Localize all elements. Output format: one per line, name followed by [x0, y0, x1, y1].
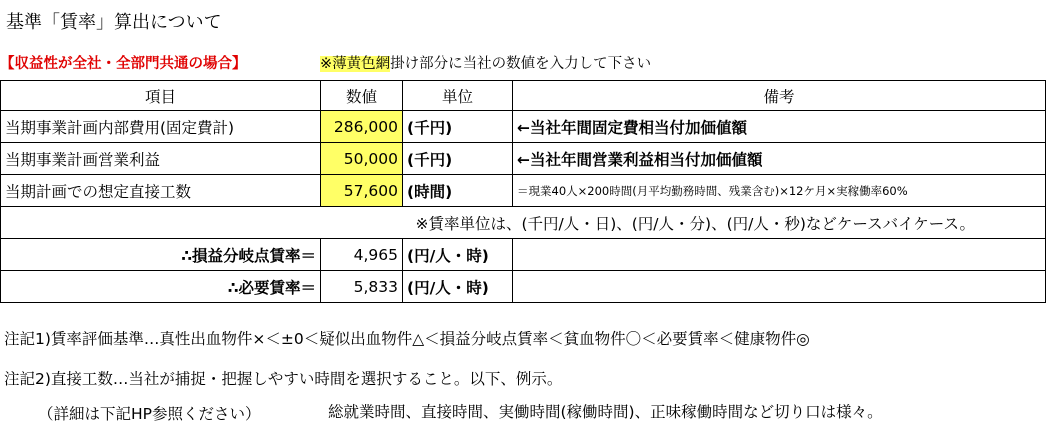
- row-remarks: ＝現業40人×200時間(月平均勤務時間、残業含む)×12ケ月×実稼働率60%: [513, 175, 1046, 207]
- note-2: 注記2)直接工数…当社が捕捉・把握しやすい時間を選択すること。以下、例示。: [4, 370, 563, 388]
- wage-rate-table: [0, 80, 1046, 303]
- subtitle-row: [0, 52, 652, 72]
- row-remarks: ←当社年間営業利益相当付加価値額: [513, 143, 1046, 175]
- input-instruction: [320, 52, 651, 73]
- header-item: 項目: [1, 81, 321, 111]
- header-unit: 単位: [403, 81, 513, 111]
- table-row: [1, 111, 1046, 143]
- required-rate-label: ∴必要賃率＝: [1, 271, 321, 303]
- row-remarks: ←当社年間固定費相当付加価値額: [513, 111, 1046, 143]
- row-unit: (千円): [403, 111, 513, 143]
- breakeven-rate-value: 4,965: [321, 239, 403, 271]
- row-unit: (千円): [403, 143, 513, 175]
- result-row: [1, 239, 1046, 271]
- breakeven-rate-label: ∴損益分岐点賃率＝: [1, 239, 321, 271]
- header-value: 数値: [321, 81, 403, 111]
- row-item: 当期事業計画営業利益: [1, 143, 321, 175]
- table-row: [1, 143, 1046, 175]
- page-title: 基準「賃率」算出について: [6, 12, 222, 33]
- table-header-row: [1, 81, 1046, 111]
- fixed-cost-input[interactable]: 286,000: [321, 111, 403, 143]
- unit-note-row: [1, 207, 1046, 239]
- required-rate-unit: (円/人・時): [403, 271, 513, 303]
- hour-examples: 総就業時間、直接時間、実働時間(稼働時間)、正味稼働時間など切り口は様々。: [328, 403, 883, 421]
- table-row: [1, 175, 1046, 207]
- note-1: 注記1)賃率評価基準…真性出血物件×＜±0＜疑似出血物件△＜損益分岐点賃率＜貧血物件〇＜必要賃率＜健康物件◎: [4, 330, 810, 348]
- row-unit: (時間): [403, 175, 513, 207]
- result-remarks-empty: [513, 239, 1046, 271]
- breakeven-rate-unit: (円/人・時): [403, 239, 513, 271]
- input-instruction-highlight: ※薄黄色網: [320, 56, 391, 72]
- required-rate-value: 5,833: [321, 271, 403, 303]
- row-item: 当期事業計画内部費用(固定費計): [1, 111, 321, 143]
- detail-reference: （詳細は下記HP参照ください）: [38, 405, 261, 423]
- input-instruction-rest: 掛け部分に当社の数値を入力して下さい: [390, 56, 652, 72]
- direct-hours-input[interactable]: 57,600: [321, 175, 403, 207]
- operating-profit-input[interactable]: 50,000: [321, 143, 403, 175]
- result-remarks-empty: [513, 271, 1046, 303]
- case-label: 【収益性が全社・全部門共通の場合】: [0, 56, 247, 72]
- unit-note: ※賃率単位は、(千円/人・日)、(円/人・分)、(円/人・秒)などケースバイケース。: [1, 207, 1046, 239]
- row-item: 当期計画での想定直接工数: [1, 175, 321, 207]
- header-remarks: 備考: [513, 81, 1046, 111]
- result-row: [1, 271, 1046, 303]
